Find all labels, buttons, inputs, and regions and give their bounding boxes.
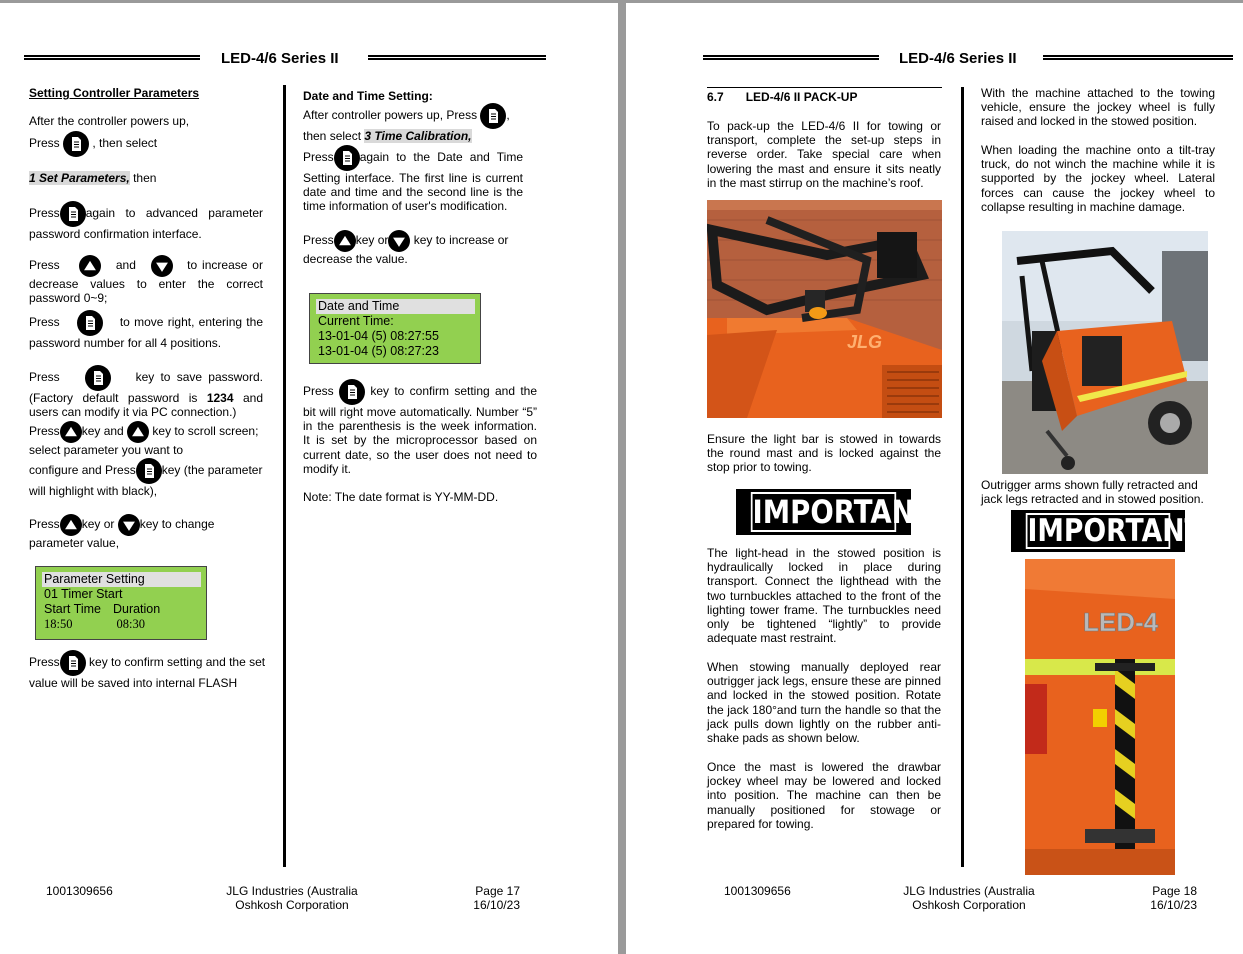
paragraph xyxy=(303,145,523,214)
text: then select xyxy=(303,129,365,143)
page-number: Page 18 xyxy=(1152,884,1197,898)
footer-date: 16/10/23 xyxy=(473,898,520,912)
text: , then select xyxy=(92,136,158,151)
text: again to advanced parameter password confirmation interface. xyxy=(29,206,263,241)
text: and users can modify it via PC connection.) xyxy=(29,391,263,420)
text: to increase or decrease values to enter the correct password 0~9; xyxy=(29,258,263,306)
lcd-text: 08:30 xyxy=(116,617,145,631)
section-title: LED-4/6 II PACK-UP xyxy=(745,90,858,104)
footer-company-line: JLG Industries (Australia xyxy=(903,884,1035,898)
paragraph: After the controller powers up, xyxy=(29,114,190,128)
lcd-line: 13-01-04 (5) 08:27:55 xyxy=(318,329,439,343)
up-arrow-key-icon xyxy=(334,230,356,252)
text: to move right, entering the password number for all 4 positions. xyxy=(29,315,263,350)
paragraph xyxy=(29,131,269,157)
menu-key-icon xyxy=(480,103,506,129)
text: key to change parameter value, xyxy=(29,517,215,550)
page-number: Page 17 xyxy=(475,884,520,898)
text: configure and Press xyxy=(29,463,136,478)
note: Note: The date format is YY-MM-DD. xyxy=(303,490,499,504)
text: key (the parameter will highlight with black), xyxy=(29,463,263,498)
menu-key-icon xyxy=(63,131,89,157)
text: key to scroll screen; select parameter you want to xyxy=(29,424,259,457)
photo-jack-leg-stowed xyxy=(1025,559,1175,875)
paragraph: To pack-up the LED-4/6 II for towing or transport, complete the set-up steps in reverse order. Take special care when lowering the mast and ensure it sits neatly in the mast stirrup on the machine’s roof. xyxy=(707,119,941,190)
lcd-line xyxy=(36,617,206,632)
lcd-text: 18:50 xyxy=(44,617,73,631)
header-rule-left xyxy=(24,55,200,60)
section-heading xyxy=(707,90,857,104)
paragraph xyxy=(29,421,269,457)
lcd-parameter-setting xyxy=(35,566,207,640)
footer-company-line: Oshkosh Corporation xyxy=(912,898,1026,912)
down-arrow-key-icon xyxy=(118,514,140,536)
important-banner xyxy=(736,489,934,535)
header-title: LED-4/6 Series II xyxy=(221,50,339,67)
lcd-text: Duration xyxy=(112,602,161,616)
photo-mast-stowed xyxy=(707,200,942,418)
svg-text:JLG: JLG xyxy=(847,332,883,352)
text: and xyxy=(115,258,136,273)
up-arrow-key-icon xyxy=(60,421,82,443)
lcd-line: 13-01-04 (5) 08:27:23 xyxy=(318,344,439,358)
text: Press xyxy=(29,136,60,151)
important-label: IMPORTANT xyxy=(752,493,934,531)
paragraph: Once the mast is lowered the drawbar jockey wheel may be lowered and locked into position. The machine can then be manually positioned for stowage or prepared for towing. xyxy=(707,760,941,831)
header-title: LED-4/6 Series II xyxy=(899,50,1017,67)
menu-option-highlight: 3 Time Calibration, xyxy=(364,129,472,143)
text: Press xyxy=(29,370,60,385)
text: key to confirm setting and the set value will be saved into internal FLASH xyxy=(29,655,266,690)
paragraph xyxy=(29,514,269,550)
footer-doc-number: 1001309656 xyxy=(724,884,791,898)
footer-company-line: Oshkosh Corporation xyxy=(235,898,349,912)
page-17 xyxy=(0,3,618,954)
header-rule-right xyxy=(1043,55,1233,60)
text: Press xyxy=(29,315,60,330)
text: Press xyxy=(29,424,60,439)
important-banner xyxy=(1011,510,1203,552)
header-rule-left xyxy=(703,55,879,60)
text: key to save password. (Factory default password is xyxy=(29,370,263,405)
text: then xyxy=(129,171,157,185)
paragraph: Ensure the light bar is stowed in towards the round mast and is locked against the stop prior to towing. xyxy=(707,432,941,475)
paragraph: With the machine attached to the towing vehicle, ensure the jockey wheel is fully raised and locked in the stowed position. xyxy=(981,86,1215,129)
text: key to increase or decrease the value. xyxy=(303,233,509,266)
text: key and xyxy=(81,424,124,439)
important-label: IMPORTANT xyxy=(1027,513,1203,549)
header-rule-right xyxy=(368,55,546,60)
menu-key-icon xyxy=(136,458,162,484)
paragraph xyxy=(29,171,156,185)
menu-key-icon xyxy=(339,379,365,405)
paragraph xyxy=(29,310,263,350)
footer-company xyxy=(222,884,362,912)
section-number: 6.7 xyxy=(707,90,724,104)
text: Press xyxy=(303,233,334,248)
text: Press xyxy=(303,384,334,399)
down-arrow-key-icon xyxy=(388,230,410,252)
footer-doc-number: 1001309656 xyxy=(46,884,113,898)
paragraph xyxy=(29,365,263,419)
text: Press xyxy=(303,150,334,165)
text: After controller powers up, Press xyxy=(303,108,478,123)
lcd-line xyxy=(36,602,206,617)
text: again to the Date and Time Setting interface. The first line is current date and time and the second line is the time information of user's modification. xyxy=(303,150,523,214)
footer-company-line: JLG Industries (Australia xyxy=(226,884,358,898)
text: Press xyxy=(29,655,60,670)
footer-company xyxy=(899,884,1039,912)
footer-page xyxy=(1147,884,1197,912)
menu-key-icon xyxy=(85,365,111,391)
menu-key-icon xyxy=(334,145,360,171)
section-rule xyxy=(707,87,942,88)
text: , xyxy=(506,108,510,123)
default-password: 1234 xyxy=(206,391,234,405)
up-arrow-key-icon xyxy=(79,255,101,277)
menu-option-highlight: 1 Set Parameters, xyxy=(29,171,130,185)
text: key or xyxy=(81,517,115,532)
section-heading: Setting Controller Parameters xyxy=(29,86,200,100)
column-divider xyxy=(961,87,964,867)
paragraph: The light-head in the stowed position is hydraulically locked in place during transport. Connect the lighthead with the two turnbuckles attached to the front of the lighting tower frame. The turnbuckles need only be tightened “lightly” to provide adequate mast restraint. xyxy=(707,546,941,646)
paragraph: When loading the machine onto a tilt-tray truck, do not winch the machine while it is supported by the jockey wheel. Lateral forces can cause the jockey wheel to collapse resulting in machine damage. xyxy=(981,143,1215,214)
paragraph xyxy=(29,458,269,498)
paragraph xyxy=(303,103,539,143)
paragraph xyxy=(29,201,263,241)
lcd-title: Parameter Setting xyxy=(42,572,201,587)
lcd-line: 01 Timer Start xyxy=(44,587,123,601)
paragraph xyxy=(303,230,539,266)
down-arrow-key-icon xyxy=(151,255,173,277)
menu-key-icon xyxy=(60,650,86,676)
lcd-text: Start Time xyxy=(44,602,101,616)
menu-key-icon xyxy=(77,310,103,336)
photo-light-tower-trailer xyxy=(1002,231,1208,474)
text: key or xyxy=(355,233,389,248)
caption: Outrigger arms shown fully retracted and jack legs retracted and in stowed position. xyxy=(981,478,1204,507)
text: Press xyxy=(29,517,60,532)
text: key to confirm setting and the bit will right move automatically. Number “5” in the parenthesis is the week information. It is set by the microprocessor based on current date, so the user does not need to modify it. xyxy=(303,384,538,476)
text: Press xyxy=(29,206,60,221)
up-arrow-key-icon xyxy=(60,514,82,536)
paragraph xyxy=(29,650,269,690)
footer-page xyxy=(470,884,520,912)
page-18 xyxy=(626,3,1243,954)
menu-key-icon xyxy=(60,201,86,227)
down-arrow-key-icon xyxy=(127,421,149,443)
section-heading: Date and Time Setting: xyxy=(303,89,433,103)
text: Press xyxy=(29,258,60,273)
lcd-date-time xyxy=(309,293,481,364)
lcd-title: Date and Time xyxy=(316,299,475,314)
paragraph: When stowing manually deployed rear outrigger jack legs, ensure these are pinned and locked in the stowed position. Rotate the jack 180°and turn the handle so that the jack pulls down lightly on the rubber anti-shake pads as shown below. xyxy=(707,660,941,746)
photo-decal-label: LED-4 xyxy=(1083,607,1159,637)
column-divider xyxy=(283,85,286,867)
footer-date: 16/10/23 xyxy=(1150,898,1197,912)
paragraph xyxy=(29,255,263,305)
paragraph xyxy=(303,379,537,476)
lcd-line: Current Time: xyxy=(318,314,394,328)
